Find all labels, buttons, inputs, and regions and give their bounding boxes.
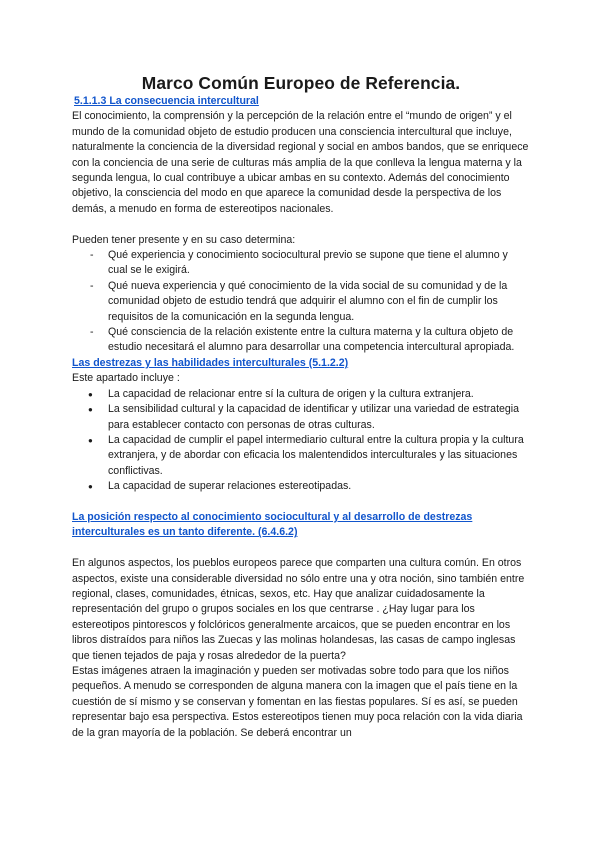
section-heading-sociocultural-position[interactable]: La posición respecto al conocimiento sociocultural y al desarrollo de destrezas interculturales es un tanto diferente. (6.4.6.2) [72, 510, 473, 539]
paragraph-intercultural-awareness: El conocimiento, la comprensión y la percepción de la relación entre el “mundo de origen” y el mundo de la comunidad objeto de estudio producen una consciencia intercultural que incluye, naturalmente la conciencia de la diversidad regional y social en ambos bandos, que se enriquece con la conciencia de una serie de culturas más amplia de la que conlleva la lengua materna y la segunda lengua, lo cual contribuye a ubicar ambas en su contexto. Además del conocimiento objetivo, la consciencia del modo en que aparece la comunidad desde la perspectiva de los demás, a menudo en forma de estereotipos nacionales. [72, 110, 529, 215]
section-heading-intercultural-skills[interactable]: Las destrezas y las habilidades interculturales (5.1.2.2) [72, 356, 349, 369]
list-item: ● La capacidad de cumplir el papel intermediario cultural entre la cultura propia y la cultura extranjera, y de abordar con eficacia los malentendidos interculturales y las situaciones conflictivas. [72, 433, 530, 479]
spacer [72, 217, 530, 232]
section-heading-intercultural-awareness[interactable]: 5.1.1.3 La consecuencia intercultural [74, 95, 259, 107]
list-item: - Qué consciencia de la relación existente entre la cultura materna y la cultura objeto de estudio necesitará el alumno para desarrollar una competencia intercultural apropiada. [72, 325, 530, 356]
list-item: ● La sensibilidad cultural y la capacidad de identificar y utilizar una variedad de estrategia para establecer contacto con personas de otras culturas. [72, 402, 530, 433]
list-item: - Qué nueva experiencia y qué conocimiento de la vida social de su comunidad y de la comunidad objeto de estudio tendrá que adquirir el alumno con el fin de cumplir los requisitos de la comunicación en la segunda lengua. [72, 279, 530, 325]
list-intro: Este apartado incluye : [72, 372, 180, 385]
bullet-list [72, 387, 530, 495]
dash-list [72, 248, 530, 356]
list-item: ● La capacidad de relacionar entre sí la cultura de origen y la cultura extranjera. [72, 387, 530, 402]
list-item: ● La capacidad de superar relaciones estereotipadas. [72, 479, 530, 494]
paragraph-european-cultures: En algunos aspectos, los pueblos europeos parece que comparten una cultura común. En otros aspectos, existe una considerable diversidad no sólo entre una y otra noción, sino también entre regional, clases, comunidades, étnicas, sexos, etc. Hay que analizar cuidadosamente la representación del grupo o grupos sociales en los que centrarse . ¿Hay lugar para los estereotipos pintorescos y folclóricos generalmente arcaicos, que se pueden encontrar en los libros distraídos para niños las Zuecas y las molinas holandesas, las casas de campo inglesas que tienen tejados de paja y rosas alrededor de la puerta? [72, 557, 525, 662]
spacer [72, 495, 530, 510]
spacer [72, 541, 530, 556]
paragraph-images-stereotypes: Estas imágenes atraen la imaginación y pueden ser motivadas sobre todo para que los niños pequeños. A menudo se corresponden de alguna manera con la imagen que el país tiene en la cuestión de sí mismo y se conservan y fomentan en las fiestas populares. Sí es así, se pueden representar bajo esa perspectiva. Estos estereotipos tienen muy poca relación con la vida diaria de la gran mayoría de la población. Se deberá encontrar un [72, 664, 523, 739]
document-page [72, 72, 530, 741]
page-title: Marco Común Europeo de Referencia. [141, 73, 461, 93]
list-item: - Qué experiencia y conocimiento sociocultural previo se supone que tiene el alumno y cual se le exigirá. [72, 248, 530, 279]
list-intro: Pueden tener presente y en su caso determina: [72, 233, 296, 246]
